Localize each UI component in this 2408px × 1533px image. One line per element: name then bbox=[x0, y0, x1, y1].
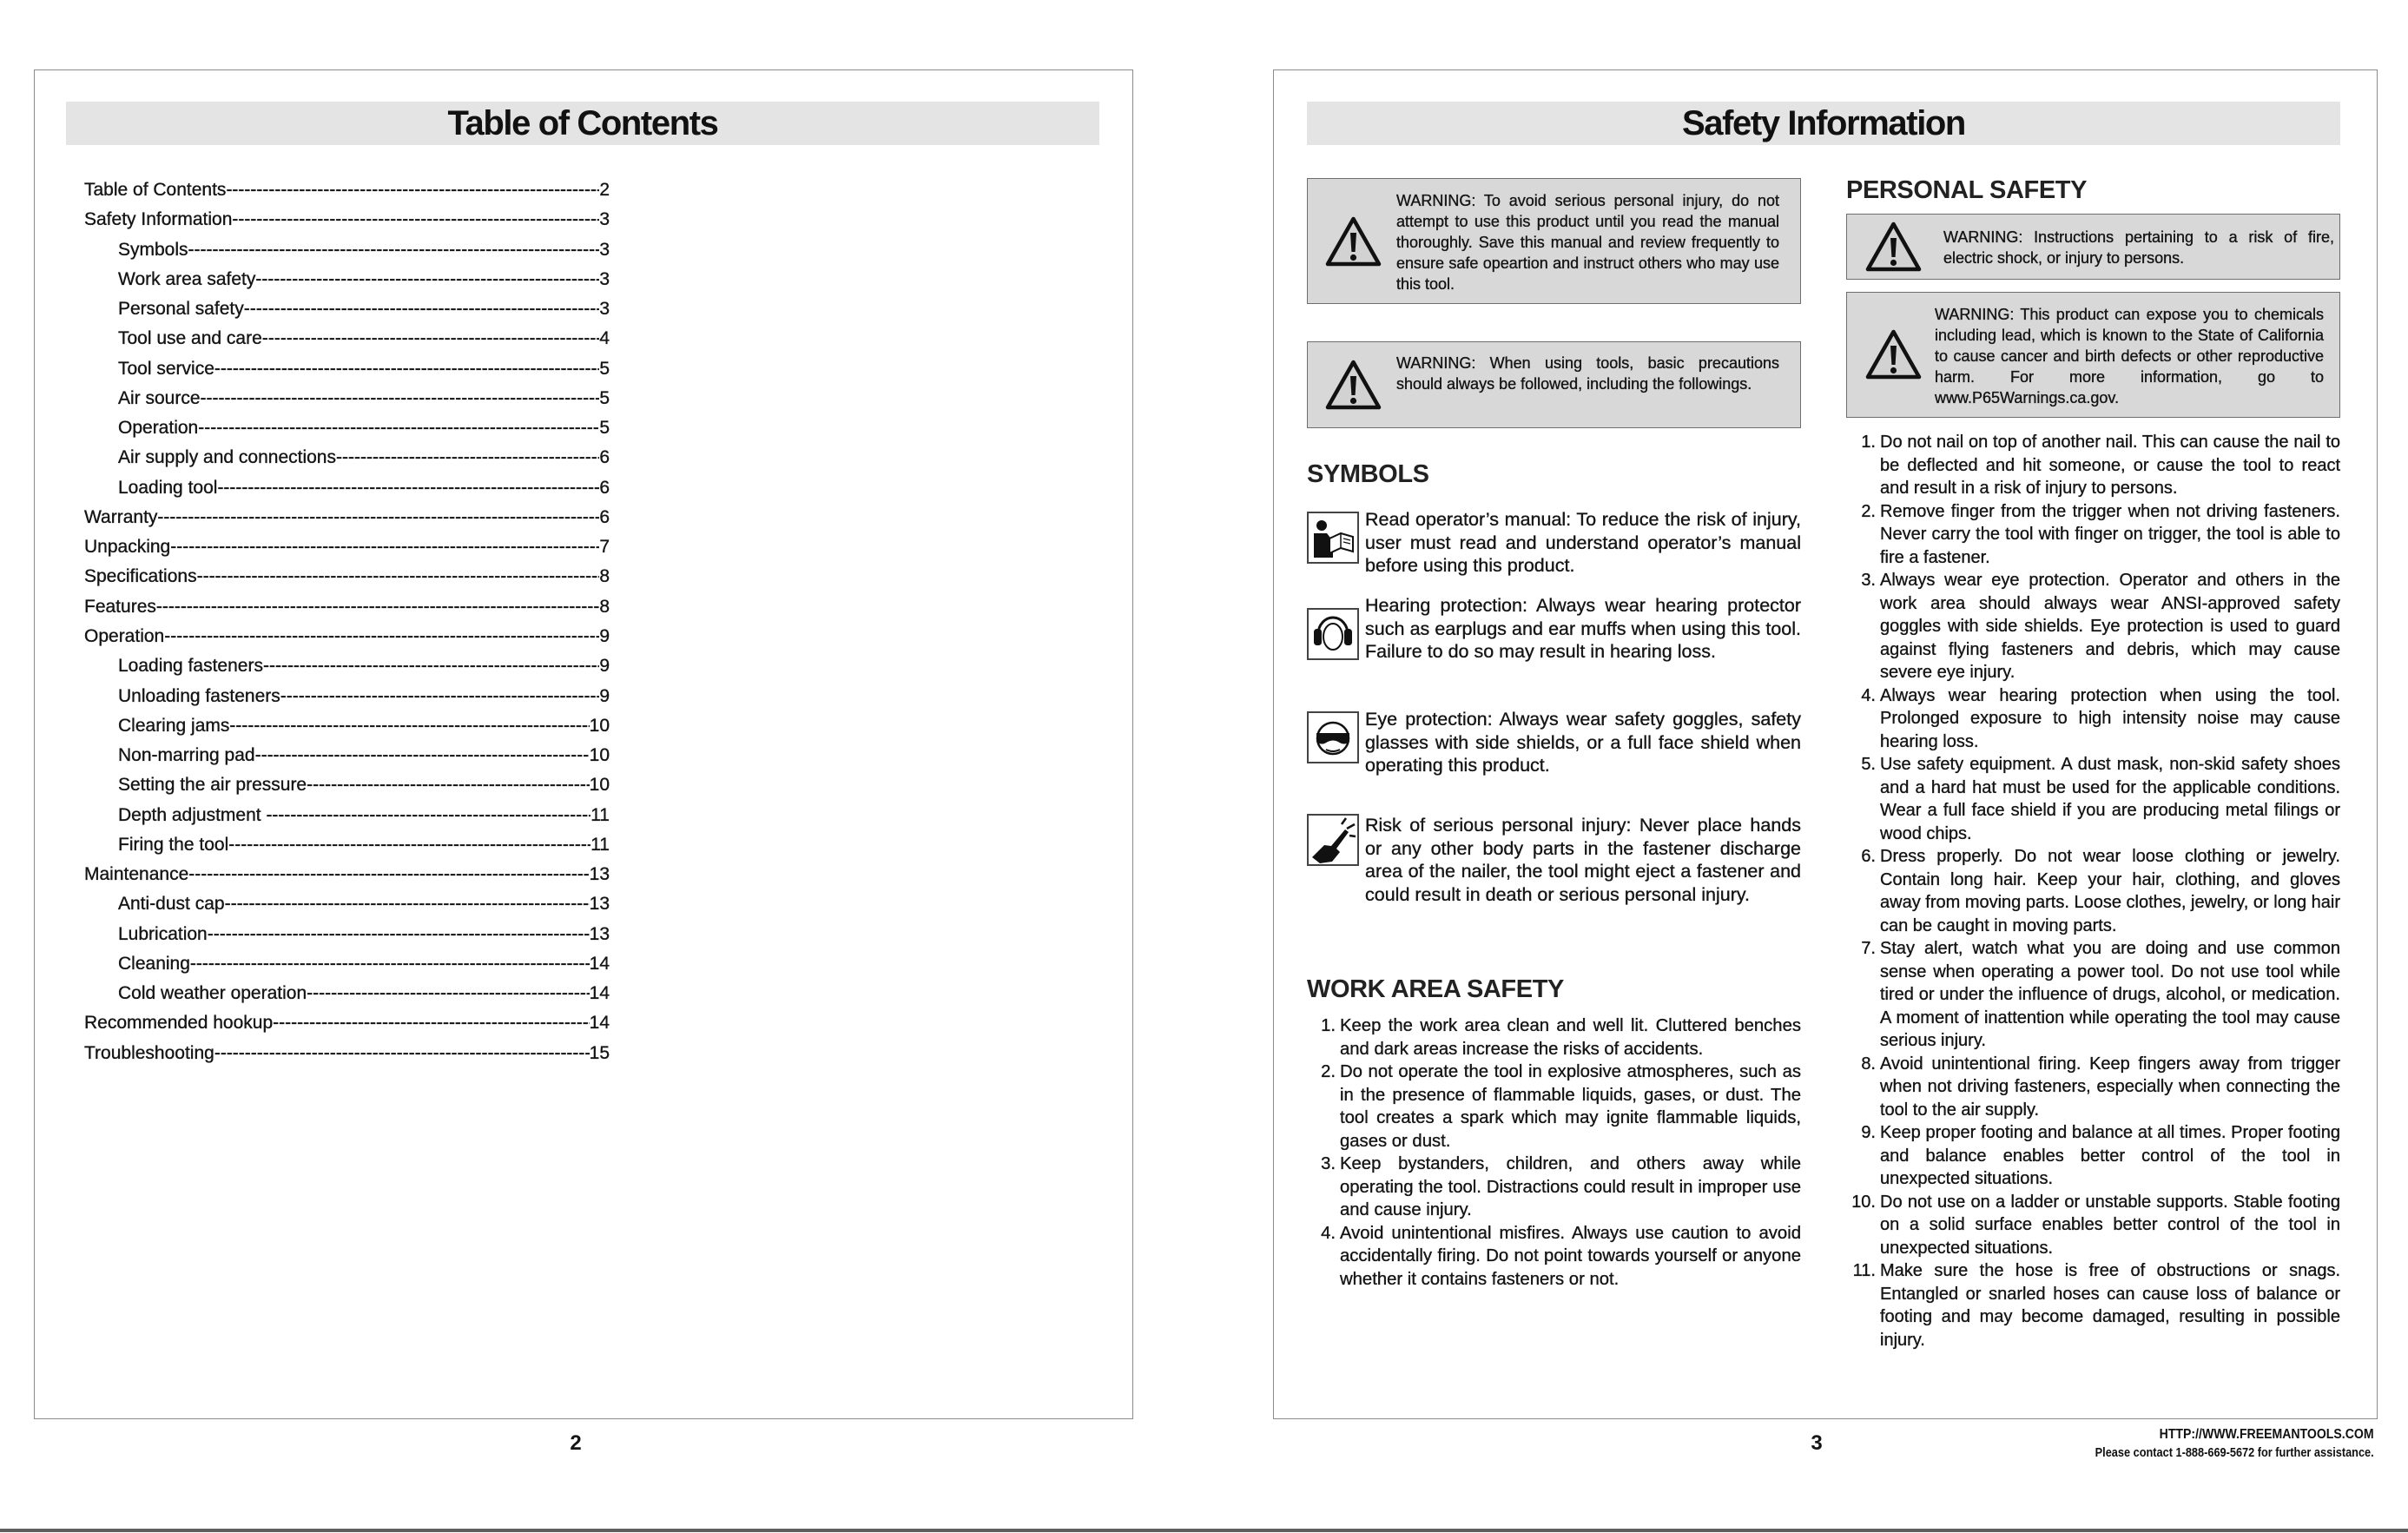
toc-dash-leader bbox=[280, 682, 600, 711]
list-item-text: Remove finger from the trigger when not driving fasteners. Never carry the tool with finger on trigger, the tool is able to fire a fastener. bbox=[1880, 501, 2340, 567]
list-item bbox=[1307, 1222, 1801, 1292]
toc-entry-label: Safety Information bbox=[84, 209, 233, 230]
toc-dash-leader bbox=[228, 830, 590, 860]
toc-entry-label: Symbols bbox=[118, 239, 188, 260]
list-item bbox=[1846, 1191, 2340, 1260]
warning-box bbox=[1846, 292, 2340, 418]
toc-entry-label: Warranty bbox=[84, 506, 158, 527]
toc-subentry bbox=[84, 979, 610, 1008]
symbol-description: Read operator’s manual: To reduce the risk of injury, user must read and understand operator’s manual before using this product. bbox=[1365, 509, 1801, 576]
list-item-number: 6. bbox=[1861, 847, 1876, 866]
symbol-description: Eye protection: Always wear safety goggles, safety glasses with side shields, or a full face shield when operating this product. bbox=[1365, 709, 1801, 776]
toc-dash-leader bbox=[208, 920, 590, 949]
toc-dash-leader bbox=[273, 1008, 590, 1038]
toc-entry-page: 15 bbox=[589, 1042, 610, 1063]
toc-entry-page: 3 bbox=[599, 209, 610, 230]
toc-entry-label: Features bbox=[84, 596, 156, 617]
toc-entry-page: 11 bbox=[590, 834, 610, 855]
toc-entry-label: Tool use and care bbox=[118, 328, 262, 349]
toc-entry-page: 10 bbox=[589, 745, 610, 766]
list-item-number: 2. bbox=[1861, 501, 1876, 521]
toc-entry bbox=[84, 1039, 610, 1068]
toc-dash-leader bbox=[201, 384, 600, 413]
toc-dash-leader bbox=[232, 205, 599, 235]
toc-entry-label: Table of Contents bbox=[84, 180, 227, 200]
toc-entry bbox=[84, 562, 610, 591]
warning-box bbox=[1846, 214, 2340, 280]
toc-entry-page: 4 bbox=[599, 328, 610, 349]
toc-entry-label: Loading fasteners bbox=[118, 656, 263, 677]
toc-entry-page: 13 bbox=[589, 864, 610, 885]
toc-dash-leader bbox=[255, 741, 590, 770]
bottom-divider bbox=[0, 1529, 2408, 1532]
toc-entry-page: 9 bbox=[599, 656, 610, 677]
footer-contact-text: Please contact 1-888-669-5672 for further assistance. bbox=[2095, 1445, 2374, 1460]
toc-entry-label: Firing the tool bbox=[118, 834, 229, 855]
toc-entry-label: Troubleshooting bbox=[84, 1042, 214, 1063]
toc-dash-leader bbox=[307, 770, 590, 800]
list-item bbox=[1846, 1053, 2340, 1122]
toc-entry-page: 9 bbox=[599, 685, 610, 706]
toc-subentry bbox=[84, 741, 610, 770]
toc-entry-label: Specifications bbox=[84, 566, 197, 587]
list-item bbox=[1846, 569, 2340, 684]
toc-dash-leader bbox=[214, 1039, 590, 1068]
toc-entry-page: 6 bbox=[599, 477, 610, 498]
toc-dash-leader bbox=[214, 354, 599, 384]
list-item-text: Stay alert, watch what you are doing and use common sense when operating a power tool. Do not use tool while tired or under the influence of drugs, alcohol, or medication. A moment of inattention while operating the tool may cause serious injury. bbox=[1880, 939, 2340, 1050]
toc-entry bbox=[84, 503, 610, 532]
list-item-text: Do not nail on top of another nail. This can cause the nail to be deflected and hit someone, or cause the tool to react and result in a risk of injury to persons. bbox=[1880, 433, 2340, 498]
toc-dash-leader bbox=[266, 801, 590, 830]
toc-subentry bbox=[84, 235, 610, 265]
list-item bbox=[1846, 684, 2340, 754]
list-item-text: Always wear eye protection. Operator and others in the work area should always wear ANSI-approved safety goggles with side shields. Eye protection is used to guard against flying fasteners and debris, which may cause severe eye injury. bbox=[1880, 571, 2340, 682]
toc-subentry bbox=[84, 265, 610, 294]
symbol-description: Risk of serious personal injury: Never place hands or any other body parts in the fastener discharge area of the nailer, the tool might eject a fastener and could result in death or serious personal injury. bbox=[1365, 815, 1801, 905]
toc-entry-page: 7 bbox=[599, 537, 610, 558]
toc-dash-leader bbox=[170, 532, 599, 562]
list-item-number: 3. bbox=[1861, 571, 1876, 590]
toc-dash-leader bbox=[157, 503, 599, 532]
toc-entry-label: Unpacking bbox=[84, 537, 171, 558]
toc-entry-page: 6 bbox=[599, 447, 610, 468]
toc-subentry bbox=[84, 920, 610, 949]
toc-dash-leader bbox=[164, 622, 599, 651]
warning-text: WARNING: Instructions pertaining to a risk of fire, electric shock, or injury to persons. bbox=[1943, 228, 2334, 267]
toc-entry-label: Unloading fasteners bbox=[118, 685, 280, 706]
toc-subentry bbox=[84, 294, 610, 324]
toc-subentry bbox=[84, 801, 610, 830]
warning-box bbox=[1307, 341, 1801, 428]
warning-triangle-icon bbox=[1324, 359, 1382, 411]
toc-dash-leader bbox=[156, 592, 599, 622]
toc-entry-label: Setting the air pressure bbox=[118, 775, 307, 796]
toc-dash-leader bbox=[188, 860, 589, 889]
toc-entry-page: 14 bbox=[589, 1013, 610, 1034]
toc-entry-page: 14 bbox=[589, 983, 610, 1004]
list-item-text: Always wear hearing protection when using the tool. Prolonged exposure to high intensity noise may cause hearing loss. bbox=[1880, 685, 2340, 751]
list-item-number: 7. bbox=[1861, 939, 1876, 958]
symbol-description: Hearing protection: Always wear hearing protector such as earplugs and ear muffs when using this tool. Failure to do so may result in hearing loss. bbox=[1365, 595, 1801, 662]
toc-entry-page: 10 bbox=[589, 775, 610, 796]
toc-entry-label: Loading tool bbox=[118, 477, 218, 498]
list-item bbox=[1846, 431, 2340, 500]
list-item-number: 4. bbox=[1861, 685, 1876, 705]
toc-entry-page: 6 bbox=[599, 506, 610, 527]
toc-dash-leader bbox=[225, 889, 590, 919]
section-heading-work-area-safety: WORK AREA SAFETY bbox=[1307, 975, 1564, 1003]
warning-box bbox=[1307, 178, 1801, 304]
toc-subentry bbox=[84, 830, 610, 860]
toc-dash-leader bbox=[336, 443, 599, 472]
list-item-number: 5. bbox=[1861, 755, 1876, 774]
list-item-text: Avoid unintentional misfires. Always use caution to avoid accidentally firing. Do not point towards yourself or anyone whether it contains fasteners or not. bbox=[1340, 1223, 1801, 1289]
toc-entry-label: Cold weather operation bbox=[118, 983, 307, 1004]
list-item bbox=[1846, 937, 2340, 1053]
list-item-text: Keep the work area clean and well lit. Cluttered benches and dark areas increase the risks of accidents. bbox=[1340, 1016, 1801, 1059]
toc-subentry bbox=[84, 651, 610, 681]
toc-entry-page: 8 bbox=[599, 596, 610, 617]
toc-entry bbox=[84, 860, 610, 889]
warning-triangle-icon bbox=[1864, 221, 1923, 273]
toc-entry bbox=[84, 532, 610, 562]
toc-entry-label: Depth adjustment bbox=[118, 804, 267, 825]
toc-dash-leader bbox=[188, 235, 600, 265]
list-item bbox=[1307, 1061, 1801, 1153]
toc-subentry bbox=[84, 682, 610, 711]
toc-dash-leader bbox=[217, 473, 599, 503]
toc-entry-page: 14 bbox=[589, 953, 610, 974]
list-item-text: Avoid unintentional firing. Keep fingers away from trigger when not driving fasteners, especially when connecting the tool to the air supply. bbox=[1880, 1054, 2340, 1120]
toc-entry-label: Anti-dust cap bbox=[118, 894, 225, 915]
toc-entry-label: Lubrication bbox=[118, 923, 208, 944]
list-item-number: 1. bbox=[1321, 1016, 1336, 1035]
toc-entry-page: 8 bbox=[599, 566, 610, 587]
toc-entry bbox=[84, 1008, 610, 1038]
list-item-number: 8. bbox=[1861, 1054, 1876, 1074]
list-item bbox=[1307, 1153, 1801, 1222]
warning-text: WARNING: To avoid serious personal injury, do not attempt to use this product until you read the manual thoroughly. Save this manual and review frequently to ensure safe opeartion and instruct others who may use this tool. bbox=[1396, 192, 1779, 293]
toc-entry-label: Personal safety bbox=[118, 299, 244, 320]
toc-entry-page: 13 bbox=[589, 923, 610, 944]
toc-entry-label: Work area safety bbox=[118, 268, 256, 289]
toc-entry bbox=[84, 592, 610, 622]
list-item-number: 4. bbox=[1321, 1223, 1336, 1243]
toc-entry-label: Cleaning bbox=[118, 953, 190, 974]
list-item bbox=[1846, 753, 2340, 845]
toc-entry bbox=[84, 175, 610, 205]
warning-triangle-icon bbox=[1864, 328, 1923, 380]
list-item bbox=[1846, 500, 2340, 570]
toc-entry-label: Operation bbox=[84, 625, 165, 646]
toc-subentry bbox=[84, 354, 610, 384]
list-item-number: 3. bbox=[1321, 1154, 1336, 1173]
page-number: 2 bbox=[570, 1431, 582, 1455]
read-manual-icon bbox=[1307, 512, 1359, 564]
toc-dash-leader bbox=[190, 949, 590, 979]
section-heading-personal-safety: PERSONAL SAFETY bbox=[1846, 176, 2088, 204]
footer-website-link: HTTP://WWW.FREEMANTOOLS.COM bbox=[2160, 1427, 2374, 1442]
toc-entry-page: 11 bbox=[590, 804, 610, 825]
hand-injury-icon bbox=[1307, 814, 1359, 866]
toc-entry-page: 3 bbox=[599, 299, 610, 320]
toc-dash-leader bbox=[307, 979, 590, 1008]
list-item bbox=[1846, 1259, 2340, 1351]
toc-subentry bbox=[84, 413, 610, 443]
list-item-text: Dress properly. Do not wear loose clothing or jewelry. Contain long hair. Keep your hair, clothing, and gloves away from moving parts. Loose clothes, jewelry, or long hair can be caught in moving parts. bbox=[1880, 847, 2340, 935]
toc-entry-page: 13 bbox=[589, 894, 610, 915]
list-item-text: Use safety equipment. A dust mask, non-skid safety shoes and a hard hat must be used for the applicable conditions. Wear a full face shield if you are producing metal filings or wood chips. bbox=[1880, 755, 2340, 843]
list-item-text: Do not use on a ladder or unstable supports. Stable footing on a solid surface enables better control of the tool in unexpected situations. bbox=[1880, 1192, 2340, 1258]
toc-subentry bbox=[84, 949, 610, 979]
toc-dash-leader bbox=[229, 711, 589, 741]
list-item-number: 11. bbox=[1852, 1261, 1876, 1280]
toc-subentry bbox=[84, 889, 610, 919]
toc-dash-leader bbox=[226, 175, 599, 205]
toc-subentry bbox=[84, 384, 610, 413]
list-item-text: Do not operate the tool in explosive atmospheres, such as in the presence of flammable liquids, gases, or dust. The tool creates a spark which may ignite flammable liquids, gases or dust. bbox=[1340, 1062, 1801, 1151]
toc-dash-leader bbox=[198, 413, 599, 443]
personal-safety-list bbox=[1846, 431, 2340, 1351]
list-item-number: 1. bbox=[1861, 433, 1876, 452]
toc-dash-leader bbox=[197, 562, 600, 591]
toc-entry-page: 5 bbox=[599, 418, 610, 439]
toc-dash-leader bbox=[255, 265, 599, 294]
toc-dash-leader bbox=[263, 651, 599, 681]
toc-dash-leader bbox=[262, 324, 600, 354]
toc-entry-label: Maintenance bbox=[84, 864, 189, 885]
section-heading-symbols: SYMBOLS bbox=[1307, 460, 1429, 488]
toc-entry-label: Air source bbox=[118, 387, 201, 408]
table-of-contents-list bbox=[84, 175, 610, 1068]
toc-entry-page: 5 bbox=[599, 358, 610, 379]
list-item-number: 2. bbox=[1321, 1062, 1336, 1081]
list-item bbox=[1307, 1014, 1801, 1061]
toc-entry-page: 2 bbox=[599, 180, 610, 200]
list-item-number: 9. bbox=[1861, 1123, 1876, 1142]
toc-entry-page: 10 bbox=[589, 715, 610, 736]
list-item bbox=[1846, 1121, 2340, 1191]
work-area-safety-list bbox=[1307, 1014, 1801, 1291]
toc-entry-label: Recommended hookup bbox=[84, 1013, 274, 1034]
toc-entry-page: 3 bbox=[599, 268, 610, 289]
page-number: 3 bbox=[1811, 1431, 1823, 1455]
toc-subentry bbox=[84, 443, 610, 472]
list-item-number: 10. bbox=[1851, 1192, 1876, 1212]
toc-subentry bbox=[84, 324, 610, 354]
eye-protection-icon bbox=[1307, 711, 1359, 763]
page-title: Table of Contents bbox=[66, 102, 1099, 145]
hearing-protection-icon bbox=[1307, 608, 1359, 660]
toc-subentry bbox=[84, 473, 610, 503]
toc-entry-page: 9 bbox=[599, 625, 610, 646]
list-item-text: Keep proper footing and balance at all times. Proper footing and balance enables better control of the tool in unexpected situations. bbox=[1880, 1123, 2340, 1188]
list-item-text: Make sure the hose is free of obstructions or snags. Entangled or snarled hoses can cause loss of balance or footing and may become damaged, resulting in possible injury. bbox=[1880, 1261, 2340, 1350]
toc-entry-label: Operation bbox=[118, 418, 199, 439]
list-item bbox=[1846, 845, 2340, 937]
toc-entry bbox=[84, 622, 610, 651]
toc-entry-label: Non-marring pad bbox=[118, 745, 255, 766]
list-item-text: Keep bystanders, children, and others away while operating the tool. Distractions could result in improper use and cause injury. bbox=[1340, 1154, 1801, 1219]
toc-entry-label: Air supply and connections bbox=[118, 447, 336, 468]
toc-dash-leader bbox=[244, 294, 600, 324]
warning-text: WARNING: This product can expose you to chemicals including lead, which is known to the State of California to cause cancer and birth defects or other reproductive harm. For more information, go to www.P65Warnings.ca.gov. bbox=[1935, 306, 2324, 406]
warning-triangle-icon bbox=[1324, 215, 1382, 268]
toc-entry-label: Clearing jams bbox=[118, 715, 230, 736]
page-title: Safety Information bbox=[1307, 102, 2340, 145]
toc-subentry bbox=[84, 711, 610, 741]
toc-entry-page: 3 bbox=[599, 239, 610, 260]
toc-entry bbox=[84, 205, 610, 235]
toc-entry-label: Tool service bbox=[118, 358, 214, 379]
warning-text: WARNING: When using tools, basic precautions should always be followed, including the followings. bbox=[1396, 354, 1779, 393]
toc-subentry bbox=[84, 770, 610, 800]
toc-entry-page: 5 bbox=[599, 387, 610, 408]
